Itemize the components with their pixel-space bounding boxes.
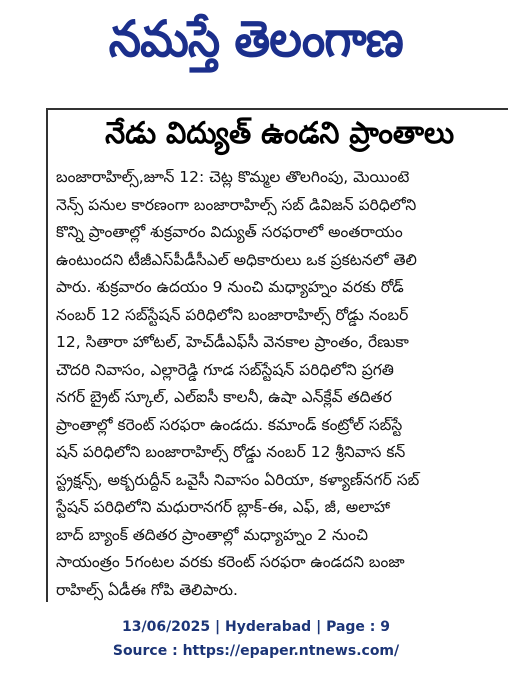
article-line: 12, సితారా హోటల్, హెచ్‌డీఎఫ్‌సీ వెనకాల ప్రాంతం, రేణుకా: [56, 333, 409, 351]
article-line: పారు. శుక్రవారం ఉదయం 9 నుంచి మధ్యాహ్నం వరకు రోడ్: [56, 278, 404, 296]
article-line: బాద్ బ్యాంక్ తదితర ప్రాంతాల్లో మధ్యాహ్నం 2 నుంచి: [56, 525, 369, 544]
article-line: చౌదరి నివాసం, ఎల్లారెడ్డి గూడ సబ్‌స్టేషన్ పరిధిలోని ప్రగతి: [56, 360, 394, 379]
source-link[interactable]: Source : https://epaper.ntnews.com/: [112, 643, 400, 659]
article-line: ఉంటుందని టీజీఎస్‌పీడీసీఎల్ అధికారులు ఒక ప్రకటనలో తెలి: [56, 250, 417, 269]
publication-info: 13/06/2025 | Hyderabad | Page : 9: [121, 619, 391, 635]
article-line: నగర్ బ్రైట్ స్కూల్, ఎల్ఐసీ కాలనీ, ఉషా ఎన్‌క్లేవ్ తదితర: [56, 388, 392, 406]
article-line: బంజారాహిల్స్,జూన్ 12: చెట్ల కొమ్మల తొలగింపు, మెయింటె: [56, 168, 410, 186]
masthead-title: నమస్తే తెలంగాణ: [109, 9, 403, 68]
article-body: [56, 164, 504, 604]
article-line: స్టేషన్ పరిధిలోని మధురానగర్ బ్లాక్-ఈ, ఎఫ్, జీ, అలాహా: [56, 498, 390, 516]
article-line: ప్రాంతాల్లో కరెంట్ సరఫరా ఉండదు. కమాండ్ కంట్రోల్ సబ్‌స్టే: [56, 415, 403, 434]
article-headline: [60, 112, 500, 162]
headline-text: నేడు విద్యుత్ ఉండని ప్రాంతాలు: [105, 116, 455, 151]
article-line: సాయంత్రం 5గంటల వరకు కరెంట్ సరఫరా ఉండదని బంజా: [56, 553, 405, 571]
article-line: నంబర్ 12 సబ్‌స్టేషన్ పరిధిలోని బంజారాహిల్స్ రోడ్డు నంబర్: [56, 305, 409, 324]
newspaper-masthead: [20, 6, 492, 84]
article-line: నెన్స్ పనుల కారణంగా బంజారాహిల్స్ సబ్ డివిజన్ పరిధిలోని: [56, 195, 417, 214]
article-line: షన్ పరిధిలోని బంజారాహిల్స్ రోడ్డు నంబర్ 12 శ్రీనివాస కన్: [56, 443, 406, 461]
article-line: స్ట్రక్షన్స్, అక్బరుద్దీన్ ఒవైసీ నివాసం ఏరియా, కళ్యాణ్‌నగర్ సబ్: [56, 470, 420, 489]
article-line: కొన్ని ప్రాంతాల్లో శుక్రవారం విద్యుత్ సరఫరాలో అంతరాయం: [56, 223, 403, 241]
article-line: రాహిల్స్ ఏడీఈ గోపి తెలిపారు.: [56, 580, 238, 599]
